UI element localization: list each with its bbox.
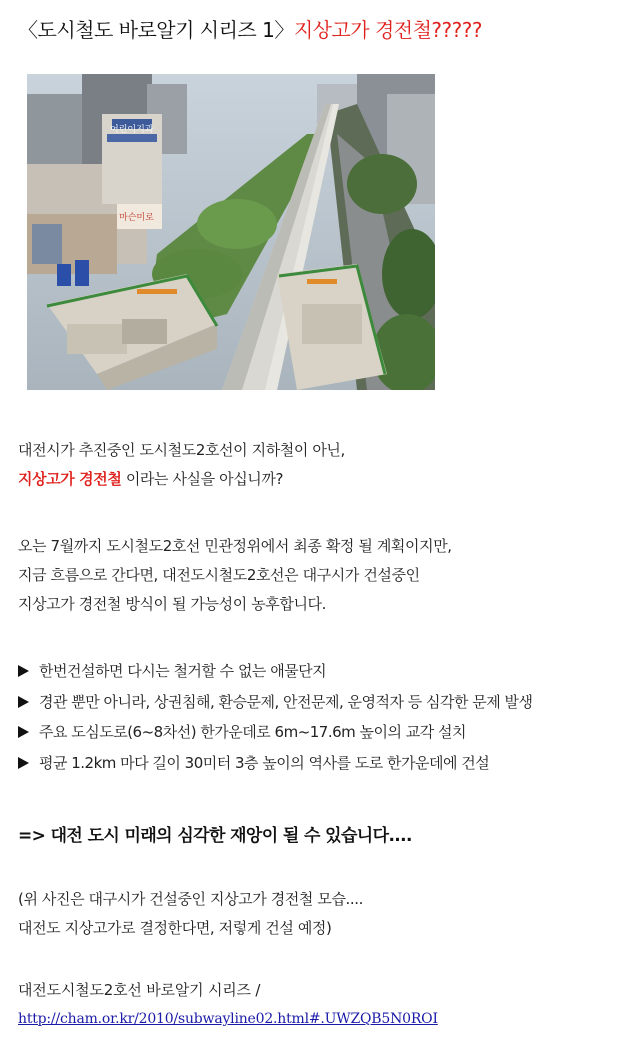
intro-line-1: 대전시가 추진중인 도시철도2호선이 지하철이 아닌, <box>18 441 345 459</box>
photo-caption <box>18 885 363 943</box>
triangle-bullet-icon <box>18 665 29 677</box>
caption-line-2: 대전도 지상고가로 결정한다면, 저렇게 건설 예정) <box>18 919 332 937</box>
plan-paragraph <box>18 532 452 619</box>
list-item: 평균 1.2km 마다 길이 30미터 3층 높이의 역사를 도로 한가운데에 건설 <box>18 748 532 779</box>
intro-line-2 <box>18 465 345 494</box>
series-title: 〈도시철도 바로알기 시리즈 1〉 <box>18 18 294 42</box>
body-line-2: 지금 흐름으로 간다면, 대전도시철도2호선은 대구시가 건설중인 <box>18 566 420 584</box>
intro-paragraph <box>18 436 345 494</box>
photo-sign-shop: 마슨미로 <box>119 213 154 223</box>
page-title <box>18 14 482 43</box>
list-item: 한번건설하면 다시는 철거할 수 없는 애물단지 <box>18 656 532 687</box>
body-line-1: 오는 7월까지 도시철도2호선 민관정위에서 최종 확정 될 계획이지만, <box>18 537 452 555</box>
elevated-railway-photo <box>27 74 435 390</box>
highlight-elevated-lrt: 지상고가 경전철 <box>18 470 122 488</box>
series-link[interactable]: http://cham.or.kr/2010/subwayline02.html#.UWZQB5N0ROI <box>18 1011 438 1027</box>
body-line-3: 지상고가 경전철 방식이 될 가능성이 농후합니다. <box>18 595 327 613</box>
intro-line-2-rest: 이라는 사실을 아십니까? <box>121 470 284 488</box>
triangle-bullet-icon <box>18 726 29 738</box>
series-footer <box>18 976 438 1033</box>
list-item: 경관 뿐만 아니라, 상권침해, 환승문제, 안전문제, 운영적자 등 심각한 문제 발생 <box>18 687 532 718</box>
caption-line-1: (위 사진은 대구시가 건설중인 지상고가 경전철 모습.... <box>18 890 364 908</box>
problem-list <box>18 656 532 778</box>
title-highlight: 지상고가 경전철????? <box>293 18 483 42</box>
photo-sign-clinic: 어린이지과 <box>110 125 154 135</box>
list-item: 주요 도심도로(6~8차선) 한가운데로 6m~17.6m 높이의 교각 설치 <box>18 717 532 748</box>
series-label: 대전도시철도2호선 바로알기 시리즈 / <box>18 981 261 999</box>
triangle-bullet-icon <box>18 757 29 769</box>
triangle-bullet-icon <box>18 696 29 708</box>
conclusion-statement: => 대전 도시 미래의 심각한 재앙이 될 수 있습니다.... <box>18 826 412 846</box>
